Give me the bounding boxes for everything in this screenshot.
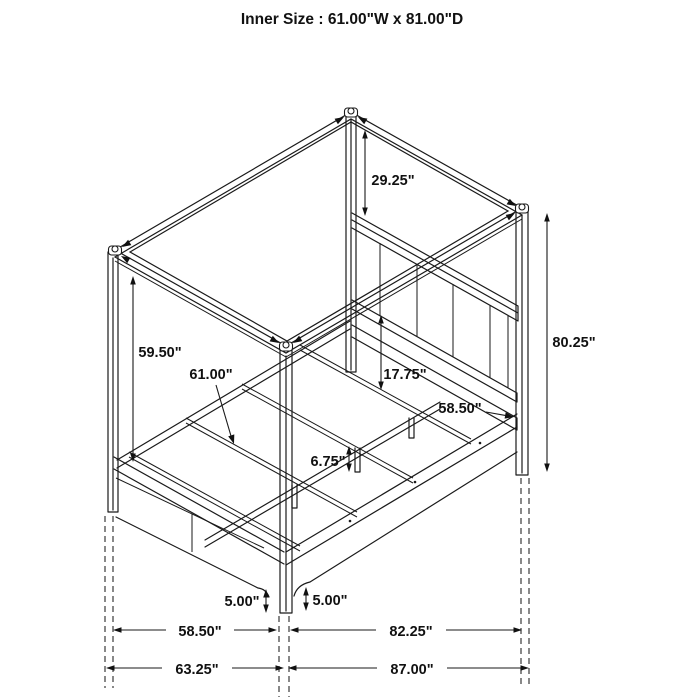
dimension-side-rail-clearance xyxy=(303,587,347,611)
inner-size-arrowheads xyxy=(121,117,516,343)
dimension-label: 58.50" xyxy=(438,401,482,417)
post-front xyxy=(280,350,292,613)
dimension-label: 58.50" xyxy=(178,624,222,640)
dimension-label: 61.00" xyxy=(189,367,233,383)
post-back-right xyxy=(346,114,356,372)
post-back-left xyxy=(108,252,118,512)
post-right xyxy=(516,210,528,475)
dimension-footprint-depth-overall xyxy=(288,662,529,678)
dimension-footboard-clearance xyxy=(224,589,268,613)
dimension-footprint-width-overall xyxy=(106,662,284,678)
dimension-slat-to-headboard xyxy=(378,315,426,390)
inner-size-title: Inner Size : 61.00"W x 81.00"D xyxy=(240,11,464,28)
dimension-label: 87.00" xyxy=(390,662,434,678)
canopy-corner-caps xyxy=(109,108,529,351)
dimension-overall-height xyxy=(544,213,595,472)
dimension-label: 63.25" xyxy=(175,662,219,678)
dimension-label: 80.25" xyxy=(552,335,596,351)
center-support-rail xyxy=(205,402,440,547)
dimension-label: 17.75" xyxy=(383,367,427,383)
canopy-frame xyxy=(115,112,522,357)
dimension-footprint-width-inner xyxy=(113,624,277,640)
dimension-label: 6.75" xyxy=(310,454,346,470)
dimension-label: 5.00" xyxy=(312,593,348,609)
dimension-footprint-depth-inner xyxy=(290,624,522,640)
dimension-center-leg-height xyxy=(310,446,351,472)
dimension-label: 59.50" xyxy=(138,345,182,361)
dimension-label: 29.25" xyxy=(371,173,415,189)
dimension-label: 82.25" xyxy=(389,624,433,640)
footboard-drawers xyxy=(114,457,284,597)
headboard xyxy=(352,213,518,402)
floor-extension-lines xyxy=(105,478,529,697)
dimension-label: 5.00" xyxy=(224,594,260,610)
